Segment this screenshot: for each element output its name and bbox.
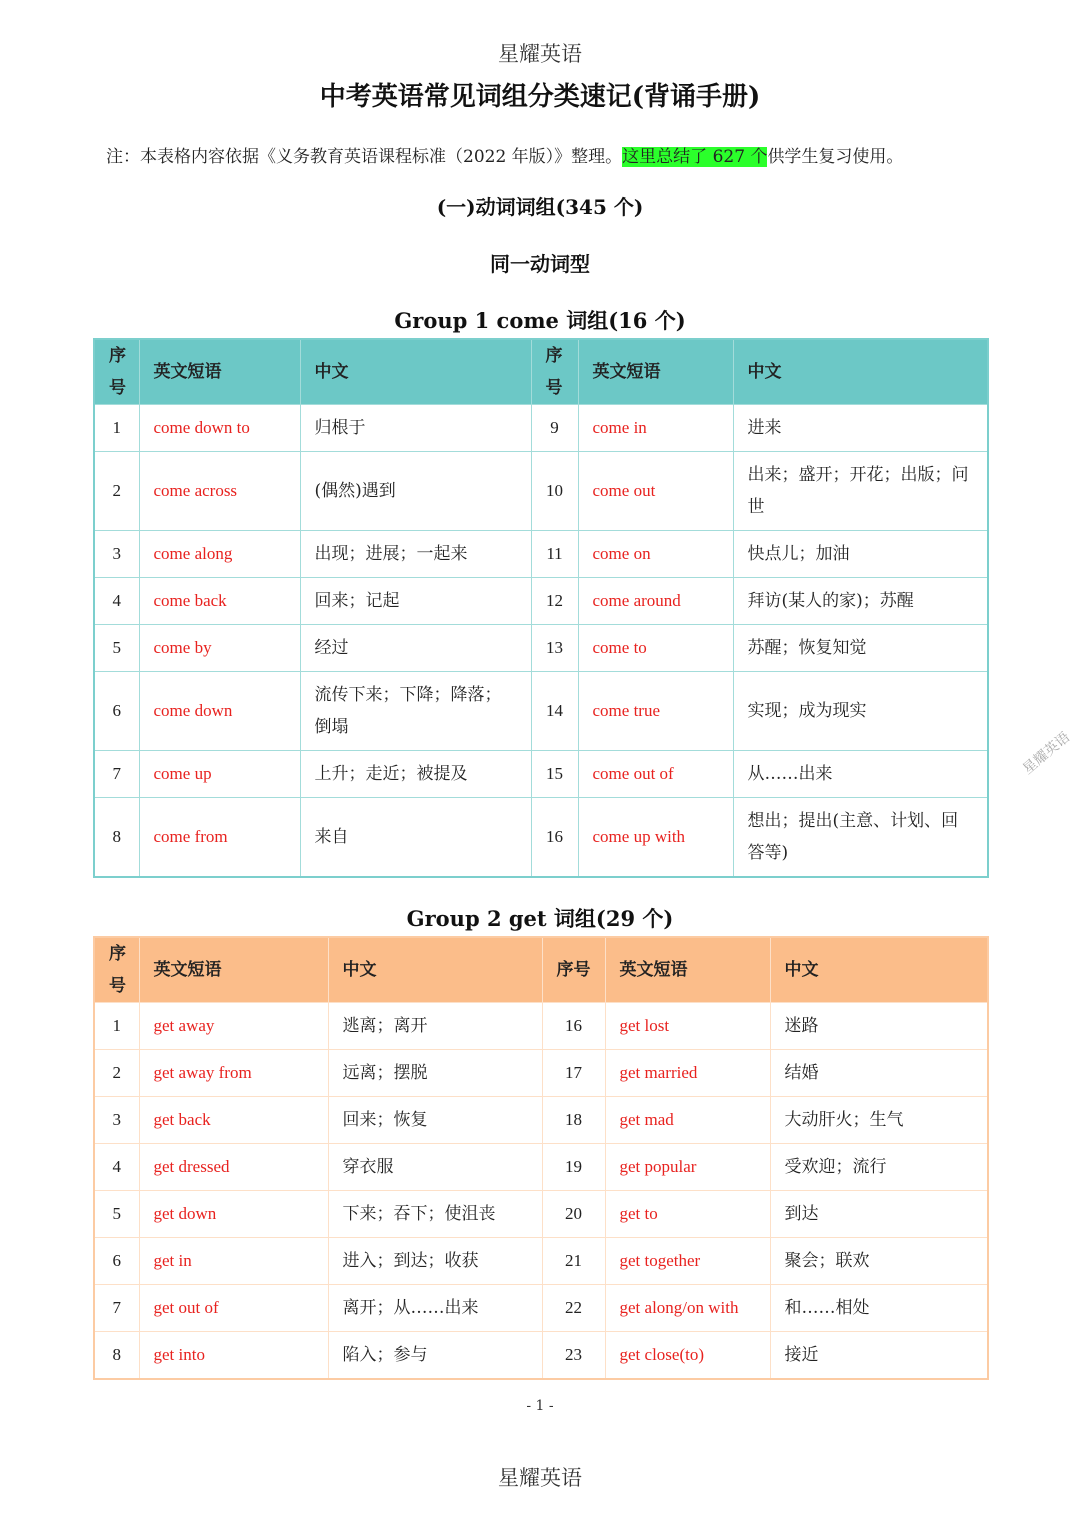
table-row <box>94 1144 988 1191</box>
group2-table <box>93 936 989 1380</box>
phrase-english: get lost <box>605 1003 770 1050</box>
row-number: 2 <box>94 452 139 531</box>
phrase-english: come in <box>578 405 733 452</box>
header-seq: 序号 <box>542 937 605 1003</box>
row-number: 9 <box>531 405 578 452</box>
header-seq: 序号 <box>94 937 139 1003</box>
row-number: 4 <box>94 1144 139 1191</box>
table-row <box>94 1332 988 1380</box>
phrase-chinese: 下来；吞下；使沮丧 <box>328 1191 542 1238</box>
phrase-english: get together <box>605 1238 770 1285</box>
row-number: 13 <box>531 625 578 672</box>
row-number: 16 <box>531 798 578 878</box>
phrase-english: come from <box>139 798 300 878</box>
phrase-chinese: 从……出来 <box>733 751 988 798</box>
phrase-chinese: 出现；进展；一起来 <box>300 531 531 578</box>
phrase-chinese: 苏醒；恢复知觉 <box>733 625 988 672</box>
phrase-chinese: 实现；成为现实 <box>733 672 988 751</box>
phrase-english: get away <box>139 1003 328 1050</box>
phrase-chinese: 和……相处 <box>770 1285 988 1332</box>
phrase-english: come true <box>578 672 733 751</box>
phrase-chinese: 来自 <box>300 798 531 878</box>
row-number: 16 <box>542 1003 605 1050</box>
phrase-english: come to <box>578 625 733 672</box>
phrase-chinese: 受欢迎；流行 <box>770 1144 988 1191</box>
phrase-chinese: 快点儿；加油 <box>733 531 988 578</box>
phrase-english: get out of <box>139 1285 328 1332</box>
row-number: 20 <box>542 1191 605 1238</box>
row-number: 6 <box>94 672 139 751</box>
phrase-chinese: 回来；记起 <box>300 578 531 625</box>
table-row <box>94 452 988 531</box>
phrase-chinese: 想出；提出(主意、计划、回答等) <box>733 798 988 878</box>
row-number: 12 <box>531 578 578 625</box>
note-suffix: 供学生复习使用。 <box>767 147 904 167</box>
row-number: 5 <box>94 1191 139 1238</box>
phrase-chinese: (偶然)遇到 <box>300 452 531 531</box>
phrase-chinese: 流传下来；下降；降落；倒塌 <box>300 672 531 751</box>
note-highlight: 这里总结了 627 个 <box>622 147 768 167</box>
row-number: 19 <box>542 1144 605 1191</box>
phrase-chinese: 进入；到达；收获 <box>328 1238 542 1285</box>
row-number: 6 <box>94 1238 139 1285</box>
table-row <box>94 625 988 672</box>
header-phrase: 英文短语 <box>139 339 300 405</box>
brand-footer: 星耀英语 <box>498 1466 582 1490</box>
phrase-english: come on <box>578 531 733 578</box>
phrase-english: come around <box>578 578 733 625</box>
phrase-chinese: 逃离；离开 <box>328 1003 542 1050</box>
phrase-english: come out of <box>578 751 733 798</box>
table-row <box>94 1238 988 1285</box>
table-row <box>94 798 988 878</box>
header-meaning: 中文 <box>733 339 988 405</box>
phrase-chinese: 远离；摆脱 <box>328 1050 542 1097</box>
header-meaning: 中文 <box>328 937 542 1003</box>
row-number: 21 <box>542 1238 605 1285</box>
row-number: 3 <box>94 1097 139 1144</box>
table-row <box>94 531 988 578</box>
header-seq: 序号 <box>531 339 578 405</box>
row-number: 14 <box>531 672 578 751</box>
table-row <box>94 578 988 625</box>
row-number: 8 <box>94 1332 139 1380</box>
header-phrase: 英文短语 <box>578 339 733 405</box>
header-phrase: 英文短语 <box>139 937 328 1003</box>
page-number: - 1 - <box>526 1398 554 1414</box>
phrase-english: get dressed <box>139 1144 328 1191</box>
section-title: (一)动词词组(345 个) <box>436 195 644 219</box>
phrase-english: come along <box>139 531 300 578</box>
phrase-chinese: 进来 <box>733 405 988 452</box>
intro-note <box>106 142 903 167</box>
phrase-english: get to <box>605 1191 770 1238</box>
row-number: 23 <box>542 1332 605 1380</box>
phrase-english: come back <box>139 578 300 625</box>
phrase-chinese: 归根于 <box>300 405 531 452</box>
table-row <box>94 1050 988 1097</box>
phrase-english: get into <box>139 1332 328 1380</box>
note-prefix: 注：本表格内容依据《义务教育英语课程标准（2022 年版）》整理。 <box>106 147 623 167</box>
phrase-chinese: 经过 <box>300 625 531 672</box>
row-number: 11 <box>531 531 578 578</box>
table-row <box>94 751 988 798</box>
group1-title: Group 1 come 词组(16 个) <box>394 308 686 333</box>
header-seq: 序号 <box>94 339 139 405</box>
row-number: 10 <box>531 452 578 531</box>
phrase-english: get in <box>139 1238 328 1285</box>
table-row <box>94 1191 988 1238</box>
subsection-title: 同一动词型 <box>490 252 590 276</box>
row-number: 17 <box>542 1050 605 1097</box>
brand-header: 星耀英语 <box>498 42 582 66</box>
phrase-english: come by <box>139 625 300 672</box>
phrase-chinese: 大动肝火；生气 <box>770 1097 988 1144</box>
phrase-english: get back <box>139 1097 328 1144</box>
row-number: 15 <box>531 751 578 798</box>
phrase-english: come up with <box>578 798 733 878</box>
phrase-english: come across <box>139 452 300 531</box>
phrase-english: come out <box>578 452 733 531</box>
header-phrase: 英文短语 <box>605 937 770 1003</box>
row-number: 7 <box>94 1285 139 1332</box>
row-number: 2 <box>94 1050 139 1097</box>
table-row <box>94 1097 988 1144</box>
group1-table <box>93 338 989 878</box>
phrase-chinese: 拜访(某人的家)；苏醒 <box>733 578 988 625</box>
phrase-chinese: 陷入；参与 <box>328 1332 542 1380</box>
header-meaning: 中文 <box>300 339 531 405</box>
table-row <box>94 672 988 751</box>
phrase-english: come down to <box>139 405 300 452</box>
row-number: 3 <box>94 531 139 578</box>
phrase-english: get married <box>605 1050 770 1097</box>
phrase-english: get down <box>139 1191 328 1238</box>
phrase-chinese: 上升；走近；被提及 <box>300 751 531 798</box>
page-title: 中考英语常见词组分类速记(背诵手册) <box>319 82 761 112</box>
phrase-english: get popular <box>605 1144 770 1191</box>
phrase-chinese: 接近 <box>770 1332 988 1380</box>
phrase-chinese: 到达 <box>770 1191 988 1238</box>
phrase-chinese: 聚会；联欢 <box>770 1238 988 1285</box>
row-number: 7 <box>94 751 139 798</box>
phrase-english: get mad <box>605 1097 770 1144</box>
row-number: 18 <box>542 1097 605 1144</box>
row-number: 22 <box>542 1285 605 1332</box>
phrase-chinese: 回来；恢复 <box>328 1097 542 1144</box>
group2-title: Group 2 get 词组(29 个) <box>406 906 674 931</box>
table-row <box>94 1003 988 1050</box>
phrase-chinese: 迷路 <box>770 1003 988 1050</box>
row-number: 8 <box>94 798 139 878</box>
phrase-english: come up <box>139 751 300 798</box>
row-number: 1 <box>94 1003 139 1050</box>
row-number: 1 <box>94 405 139 452</box>
row-number: 4 <box>94 578 139 625</box>
phrase-chinese: 离开；从……出来 <box>328 1285 542 1332</box>
phrase-english: come down <box>139 672 300 751</box>
table-row <box>94 1285 988 1332</box>
header-meaning: 中文 <box>770 937 988 1003</box>
phrase-chinese: 穿衣服 <box>328 1144 542 1191</box>
phrase-english: get close(to) <box>605 1332 770 1380</box>
watermark: 星耀英语 <box>1019 729 1074 778</box>
table-row <box>94 405 988 452</box>
phrase-chinese: 出来；盛开；开花；出版；问世 <box>733 452 988 531</box>
phrase-english: get away from <box>139 1050 328 1097</box>
phrase-english: get along/on with <box>605 1285 770 1332</box>
phrase-chinese: 结婚 <box>770 1050 988 1097</box>
row-number: 5 <box>94 625 139 672</box>
